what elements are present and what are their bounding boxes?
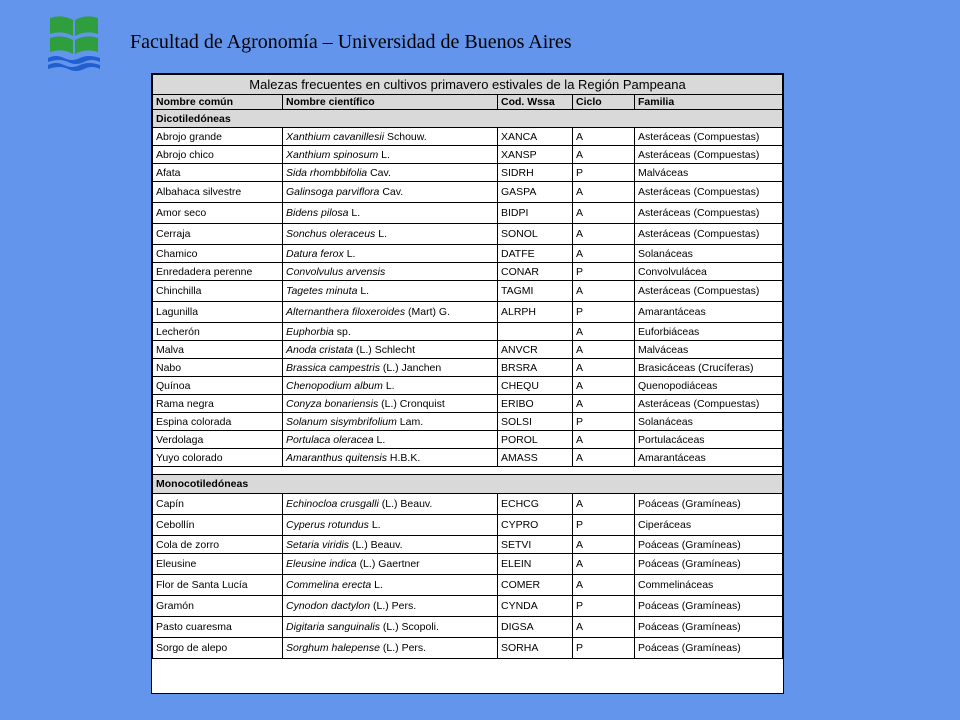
cell-familia: Euforbiáceas xyxy=(635,323,783,341)
scientific-name: Euphorbia xyxy=(286,325,334,338)
cell-ciclo: A xyxy=(573,341,635,359)
scientific-author: L. xyxy=(374,579,383,591)
cell-familia: Solanáceas xyxy=(635,413,783,431)
cell-ciclo: A xyxy=(573,377,635,395)
cell-nombre-cientifico xyxy=(283,263,498,281)
cell-familia: Amarantáceas xyxy=(635,302,783,323)
scientific-author: (L.) Gaertner xyxy=(359,558,420,570)
cell-nombre-cientifico xyxy=(283,638,498,659)
cell-nombre-cientifico xyxy=(283,515,498,536)
cell-cod-wssa: SIDRH xyxy=(498,164,573,182)
cell-nombre-comun: Gramón xyxy=(153,596,283,617)
table-row xyxy=(153,263,783,281)
cell-ciclo: A xyxy=(573,245,635,263)
cell-ciclo: P xyxy=(573,413,635,431)
scientific-name: Tagetes minuta xyxy=(286,285,358,297)
group-header-row xyxy=(153,110,783,128)
scientific-name: Xanthium cavanillesii xyxy=(286,130,385,143)
scientific-name: Sida rhombbifolia xyxy=(286,166,368,179)
cell-cod-wssa: BIDPI xyxy=(498,203,573,224)
cell-nombre-cientifico xyxy=(283,245,498,263)
cell-nombre-cientifico xyxy=(283,536,498,554)
scientific-name: Cyperus rotundus xyxy=(286,519,369,531)
scientific-name: Brassica campestris xyxy=(286,361,380,374)
cell-nombre-cientifico xyxy=(283,182,498,203)
cell-nombre-cientifico xyxy=(283,413,498,431)
cell-nombre-comun: Abrojo chico xyxy=(153,146,283,164)
cell-ciclo: A xyxy=(573,323,635,341)
table-row xyxy=(153,302,783,323)
cell-ciclo: P xyxy=(573,515,635,536)
weeds-table xyxy=(152,74,783,659)
cell-nombre-cientifico xyxy=(283,431,498,449)
table-row xyxy=(153,575,783,596)
table-row xyxy=(153,449,783,467)
table-row xyxy=(153,146,783,164)
cell-ciclo: P xyxy=(573,596,635,617)
scientific-name: Amaranthus quitensis xyxy=(286,451,387,464)
scientific-name: Portulaca oleracea xyxy=(286,433,374,446)
cell-cod-wssa: POROL xyxy=(498,431,573,449)
scientific-author: (L.) Scopoli. xyxy=(382,621,439,633)
cell-cod-wssa: BRSRA xyxy=(498,359,573,377)
table-row xyxy=(153,203,783,224)
column-header-nombre-comun: Nombre común xyxy=(153,95,283,110)
cell-familia: Malváceas xyxy=(635,341,783,359)
table-row xyxy=(153,359,783,377)
cell-nombre-comun: Cebollín xyxy=(153,515,283,536)
table-row xyxy=(153,431,783,449)
cell-nombre-cientifico xyxy=(283,395,498,413)
cell-nombre-cientifico xyxy=(283,575,498,596)
scientific-author: (L.) Pers. xyxy=(382,642,427,654)
cell-ciclo: A xyxy=(573,203,635,224)
cell-nombre-cientifico xyxy=(283,494,498,515)
cell-ciclo: A xyxy=(573,359,635,377)
cell-ciclo: P xyxy=(573,164,635,182)
cell-familia: Convolvulácea xyxy=(635,263,783,281)
scientific-name: Convolvulus arvensis xyxy=(286,265,386,278)
scientific-author: L. xyxy=(385,379,395,392)
cell-nombre-comun: Lecherón xyxy=(153,323,283,341)
scientific-author: (L.) Janchen xyxy=(382,361,442,374)
table-row xyxy=(153,617,783,638)
university-logo-icon xyxy=(46,14,102,76)
cell-ciclo: P xyxy=(573,263,635,281)
scientific-author: L. xyxy=(376,433,386,446)
group-name: Dicotiledóneas xyxy=(153,110,783,128)
cell-nombre-comun: Enredadera perenne xyxy=(153,263,283,281)
cell-nombre-cientifico xyxy=(283,377,498,395)
scientific-author: L. xyxy=(360,285,370,297)
cell-ciclo: A xyxy=(573,281,635,302)
scientific-name: Alternanthera filoxeroides xyxy=(286,306,406,318)
scientific-name: Echinocloa crusgalli xyxy=(286,498,379,510)
cell-familia: Asteráceas (Compuestas) xyxy=(635,224,783,245)
cell-nombre-comun: Rama negra xyxy=(153,395,283,413)
scientific-author: (L.) Cronquist xyxy=(381,397,445,410)
scientific-name: Solanum sisymbrifolium xyxy=(286,415,397,428)
column-header-ciclo: Ciclo xyxy=(573,95,635,110)
cell-nombre-comun: Nabo xyxy=(153,359,283,377)
table-row xyxy=(153,128,783,146)
cell-ciclo: A xyxy=(573,575,635,596)
cell-nombre-cientifico xyxy=(283,128,498,146)
table-row xyxy=(153,341,783,359)
scientific-author: H.B.K. xyxy=(389,451,421,464)
cell-nombre-cientifico xyxy=(283,341,498,359)
cell-cod-wssa: SORHA xyxy=(498,638,573,659)
cell-ciclo: A xyxy=(573,449,635,467)
cell-nombre-cientifico xyxy=(283,164,498,182)
scientific-name: Sorghum halepense xyxy=(286,642,380,654)
cell-familia: Ciperáceas xyxy=(635,515,783,536)
cell-ciclo: A xyxy=(573,617,635,638)
table-row xyxy=(153,413,783,431)
cell-cod-wssa xyxy=(498,323,573,341)
scientific-name: Digitaria sanguinalis xyxy=(286,621,380,633)
cell-cod-wssa: ERIBO xyxy=(498,395,573,413)
cell-ciclo: A xyxy=(573,224,635,245)
cell-familia: Asteráceas (Compuestas) xyxy=(635,182,783,203)
cell-cod-wssa: ANVCR xyxy=(498,341,573,359)
cell-familia: Poáceas (Gramíneas) xyxy=(635,638,783,659)
cell-nombre-comun: Afata xyxy=(153,164,283,182)
scientific-name: Conyza bonariensis xyxy=(286,397,379,410)
cell-cod-wssa: CHEQU xyxy=(498,377,573,395)
cell-familia: Asteráceas (Compuestas) xyxy=(635,281,783,302)
cell-familia: Poáceas (Gramíneas) xyxy=(635,536,783,554)
scientific-name: Setaria viridis xyxy=(286,538,350,551)
cell-nombre-cientifico xyxy=(283,359,498,377)
cell-nombre-cientifico xyxy=(283,224,498,245)
cell-nombre-cientifico xyxy=(283,617,498,638)
table-row xyxy=(153,536,783,554)
weeds-table-panel xyxy=(151,73,784,694)
cell-nombre-comun: Abrojo grande xyxy=(153,128,283,146)
table-row xyxy=(153,245,783,263)
scientific-name: Chenopodium album xyxy=(286,379,383,392)
column-header-cod-wssa: Cod. Wssa xyxy=(498,95,573,110)
page-title: Facultad de Agronomía – Universidad de Buenos Aires xyxy=(130,31,572,53)
scientific-name: Galinsoga parviflora xyxy=(286,186,380,198)
column-header-familia: Familia xyxy=(635,95,783,110)
cell-familia: Portulacáceas xyxy=(635,431,783,449)
cell-familia: Asteráceas (Compuestas) xyxy=(635,203,783,224)
cell-nombre-comun: Capín xyxy=(153,494,283,515)
cell-familia: Commelináceas xyxy=(635,575,783,596)
cell-cod-wssa: TAGMI xyxy=(498,281,573,302)
cell-nombre-cientifico xyxy=(283,596,498,617)
cell-ciclo: A xyxy=(573,554,635,575)
cell-nombre-comun: Verdolaga xyxy=(153,431,283,449)
cell-nombre-comun: Sorgo de alepo xyxy=(153,638,283,659)
cell-ciclo: P xyxy=(573,302,635,323)
scientific-author: L. xyxy=(351,207,361,219)
scientific-name: Sonchus oleraceus xyxy=(286,228,376,240)
table-title-row xyxy=(153,75,783,95)
cell-cod-wssa: DIGSA xyxy=(498,617,573,638)
cell-familia: Poáceas (Gramíneas) xyxy=(635,596,783,617)
table-row xyxy=(153,494,783,515)
scientific-name: Eleusine indica xyxy=(286,558,357,570)
cell-cod-wssa: SETVI xyxy=(498,536,573,554)
cell-nombre-comun: Chinchilla xyxy=(153,281,283,302)
cell-nombre-comun: Albahaca silvestre xyxy=(153,182,283,203)
scientific-name: Commelina erecta xyxy=(286,579,372,591)
table-row xyxy=(153,515,783,536)
cell-nombre-comun: Yuyo colorado xyxy=(153,449,283,467)
cell-nombre-comun: Cerraja xyxy=(153,224,283,245)
cell-cod-wssa: DATFE xyxy=(498,245,573,263)
scientific-author: (L.) Schlecht xyxy=(356,343,415,356)
cell-familia: Amarantáceas xyxy=(635,449,783,467)
cell-cod-wssa: ALRPH xyxy=(498,302,573,323)
cell-familia: Poáceas (Gramíneas) xyxy=(635,617,783,638)
scientific-name: Datura ferox xyxy=(286,247,344,260)
cell-familia: Quenopodiáceas xyxy=(635,377,783,395)
cell-nombre-cientifico xyxy=(283,449,498,467)
cell-ciclo: A xyxy=(573,494,635,515)
cell-ciclo: A xyxy=(573,128,635,146)
scientific-author: (L.) Beauv. xyxy=(351,538,403,551)
scientific-author: L. xyxy=(371,519,381,531)
cell-nombre-cientifico xyxy=(283,323,498,341)
cell-nombre-cientifico xyxy=(283,203,498,224)
cell-nombre-comun: Chamico xyxy=(153,245,283,263)
cell-nombre-comun: Lagunilla xyxy=(153,302,283,323)
cell-familia: Poáceas (Gramíneas) xyxy=(635,554,783,575)
scientific-author: (Mart) G. xyxy=(408,306,450,318)
scientific-author: sp. xyxy=(336,325,351,338)
cell-familia: Solanáceas xyxy=(635,245,783,263)
table-header-row xyxy=(153,95,783,110)
cell-familia: Brasicáceas (Crucíferas) xyxy=(635,359,783,377)
cell-nombre-comun: Malva xyxy=(153,341,283,359)
scientific-author: L. xyxy=(381,148,390,161)
scientific-author: Lam. xyxy=(399,415,424,428)
scientific-name: Cynodon dactylon xyxy=(286,600,371,612)
table-row xyxy=(153,395,783,413)
cell-cod-wssa: ELEIN xyxy=(498,554,573,575)
table-row xyxy=(153,377,783,395)
cell-nombre-comun: Espina colorada xyxy=(153,413,283,431)
scientific-author: L. xyxy=(346,247,356,260)
table-row xyxy=(153,224,783,245)
cell-cod-wssa: CONAR xyxy=(498,263,573,281)
table-row xyxy=(153,164,783,182)
cell-ciclo: A xyxy=(573,146,635,164)
cell-nombre-comun: Quínoa xyxy=(153,377,283,395)
table-row xyxy=(153,596,783,617)
cell-cod-wssa: XANSP xyxy=(498,146,573,164)
scientific-author: L. xyxy=(378,228,387,240)
cell-familia: Malváceas xyxy=(635,164,783,182)
cell-nombre-comun: Cola de zorro xyxy=(153,536,283,554)
cell-nombre-cientifico xyxy=(283,302,498,323)
group-spacer-row xyxy=(153,467,783,475)
scientific-author: Schouw. xyxy=(386,130,427,143)
cell-nombre-comun: Amor seco xyxy=(153,203,283,224)
cell-nombre-comun: Eleusine xyxy=(153,554,283,575)
cell-cod-wssa: XANCA xyxy=(498,128,573,146)
scientific-author: Cav. xyxy=(370,166,391,179)
cell-nombre-cientifico xyxy=(283,281,498,302)
scientific-name: Bidens pilosa xyxy=(286,207,349,219)
table-row xyxy=(153,554,783,575)
cell-cod-wssa: AMASS xyxy=(498,449,573,467)
cell-ciclo: A xyxy=(573,431,635,449)
cell-cod-wssa: CYPRO xyxy=(498,515,573,536)
cell-ciclo: A xyxy=(573,536,635,554)
scientific-name: Anoda cristata xyxy=(286,343,354,356)
group-spacer-cell xyxy=(153,467,783,475)
cell-nombre-comun: Pasto cuaresma xyxy=(153,617,283,638)
scientific-author: (L.) Beauv. xyxy=(381,498,433,510)
table-row xyxy=(153,638,783,659)
cell-cod-wssa: SOLSI xyxy=(498,413,573,431)
scientific-author: Cav. xyxy=(382,186,404,198)
cell-familia: Asteráceas (Compuestas) xyxy=(635,128,783,146)
cell-nombre-comun: Flor de Santa Lucía xyxy=(153,575,283,596)
cell-cod-wssa: COMER xyxy=(498,575,573,596)
group-header-row xyxy=(153,475,783,494)
cell-nombre-cientifico xyxy=(283,146,498,164)
table-row xyxy=(153,182,783,203)
cell-familia: Poáceas (Gramíneas) xyxy=(635,494,783,515)
table-title: Malezas frecuentes en cultivos primavero estivales de la Región Pampeana xyxy=(153,75,783,95)
cell-cod-wssa: ECHCG xyxy=(498,494,573,515)
table-row xyxy=(153,323,783,341)
cell-cod-wssa: SONOL xyxy=(498,224,573,245)
cell-cod-wssa: GASPA xyxy=(498,182,573,203)
cell-ciclo: A xyxy=(573,182,635,203)
cell-ciclo: P xyxy=(573,638,635,659)
table-row xyxy=(153,281,783,302)
group-name: Monocotiledóneas xyxy=(153,475,783,494)
scientific-name: Xanthium spinosum xyxy=(286,148,379,161)
cell-cod-wssa: CYNDA xyxy=(498,596,573,617)
cell-ciclo: A xyxy=(573,395,635,413)
cell-familia: Asteráceas (Compuestas) xyxy=(635,146,783,164)
column-header-nombre-cientifico: Nombre científico xyxy=(283,95,498,110)
scientific-author: (L.) Pers. xyxy=(372,600,417,612)
cell-familia: Asteráceas (Compuestas) xyxy=(635,395,783,413)
cell-nombre-cientifico xyxy=(283,554,498,575)
